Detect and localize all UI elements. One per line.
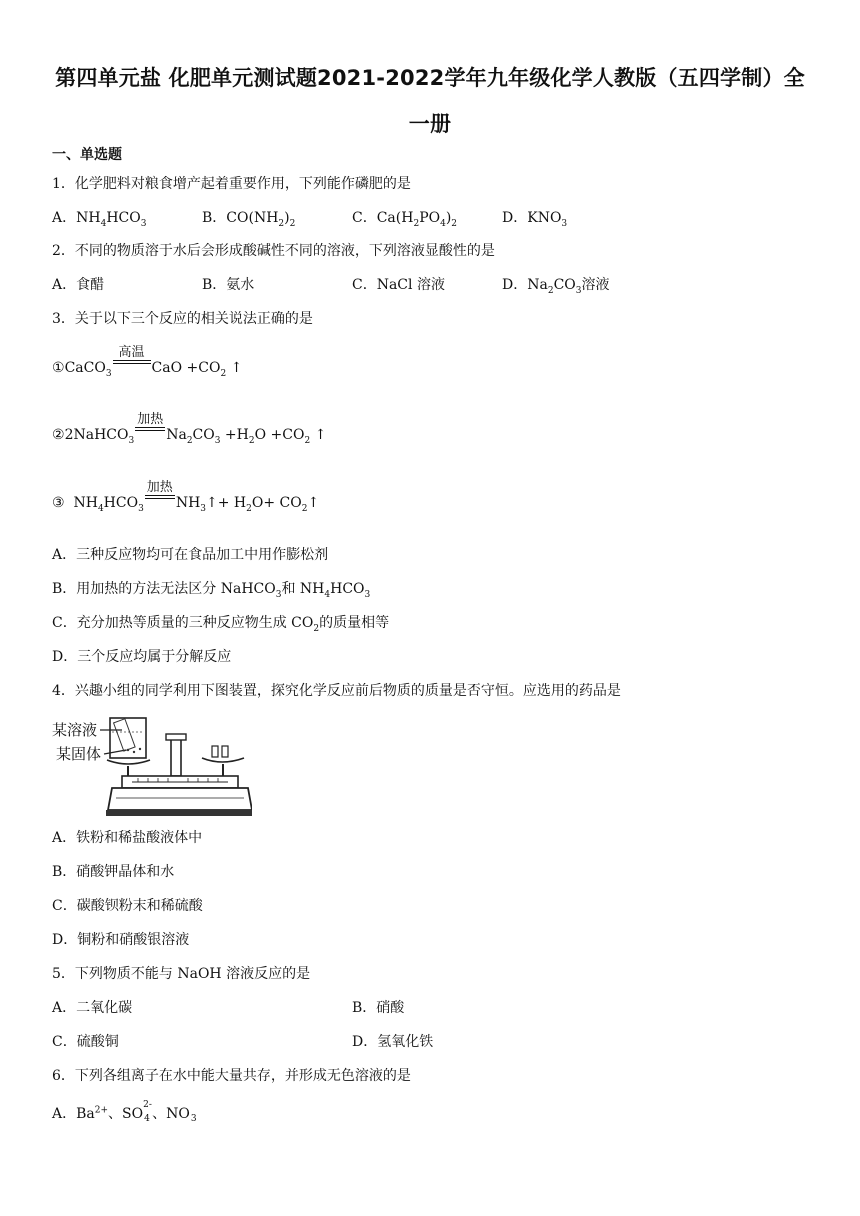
equation-2-condition: 加热 [137, 412, 164, 427]
question-1-option-d: D．$KNO_3$ [502, 210, 568, 229]
question-1-option-c: C．$Ca(H_2PO_4)_2$ [352, 210, 458, 229]
question-6-option-a: A．$Ba^{2+}$、SO 2- 4 、NO 3 [52, 1100, 197, 1124]
question-2-option-a: A．食醋 [52, 277, 105, 293]
equation-2: ②2NaHCO$_3$ 加热 $Na_2CO_3 +H_2O +CO_2$ ↑ [52, 425, 326, 443]
question-1-stem: 1．化学肥料对粮食增产起着重要作用，下列能作磷肥的是 [52, 176, 411, 192]
question-3-option-a: A．三种反应物均可在食品加工中用作膨松剂 [52, 547, 329, 563]
question-4-option-d: D．铜粉和硝酸银溶液 [52, 932, 190, 948]
question-4-option-a: A．铁粉和稀盐酸液体中 [52, 830, 203, 846]
equation-3: ③ $NH_4HCO_3$ 加热 $NH_3↑+ H_2O+$ $CO_2↑$ [52, 493, 319, 511]
question-4-stem: 4．兴趣小组的同学利用下图装置，探究化学反应前后物质的质量是否守恒。应选用的药品是 [52, 683, 621, 699]
label-some-solid: 某固体 [56, 745, 102, 763]
question-5-option-a: A．二氧化碳 [52, 1000, 133, 1016]
question-2-option-d: D．$Na_2CO_3$溶液 [502, 277, 610, 296]
question-1-option-a: A．$NH_4HCO_3$ [52, 210, 147, 229]
question-4-option-b: B．硝酸钾晶体和水 [52, 864, 175, 880]
title-line-1: 第四单元盐 化肥单元测试题2021-2022学年九年级化学人教版（五四学制）全 [55, 66, 805, 90]
balance-apparatus-figure [52, 714, 252, 818]
label-some-solution: 某溶液 [52, 721, 98, 739]
question-3-option-c: C．充分加热等质量的三种反应物生成 $CO_2$的质量相等 [52, 615, 390, 634]
section-heading: 一、单选题 [52, 147, 122, 163]
question-4-option-c: C．碳酸钡粉末和稀硫酸 [52, 898, 203, 914]
question-5-option-b: B．硝酸 [352, 1000, 405, 1016]
question-2-option-b: B．氨水 [202, 277, 255, 293]
question-5-option-c: C．硫酸铜 [52, 1034, 119, 1050]
title-line-2: 一册 [408, 112, 452, 136]
question-3-option-d: D．三个反应均属于分解反应 [52, 649, 232, 665]
question-6-stem: 6．下列各组离子在水中能大量共存，并形成无色溶液的是 [52, 1068, 411, 1084]
equation-1: ①CaCO$_3$ 高温 CaO $+CO_2$ ↑ [52, 358, 242, 376]
equation-1-condition: 高温 [118, 345, 145, 360]
question-2-option-c: C．NaCl 溶液 [352, 277, 445, 293]
equation-3-condition: 加热 [146, 480, 173, 495]
question-2-stem: 2．不同的物质溶于水后会形成酸碱性不同的溶液，下列溶液显酸性的是 [52, 243, 495, 259]
question-5-stem: 5．下列物质不能与 NaOH 溶液反应的是 [52, 966, 311, 982]
question-3-stem: 3．关于以下三个反应的相关说法正确的是 [52, 311, 313, 327]
question-3-option-b: B．用加热的方法无法区分 NaHCO$_3$和 $NH_4HCO_3$ [52, 581, 371, 600]
question-1-option-b: B．$CO(NH_2)_2$ [202, 210, 296, 229]
question-5-option-d: D．氢氧化铁 [352, 1034, 434, 1050]
